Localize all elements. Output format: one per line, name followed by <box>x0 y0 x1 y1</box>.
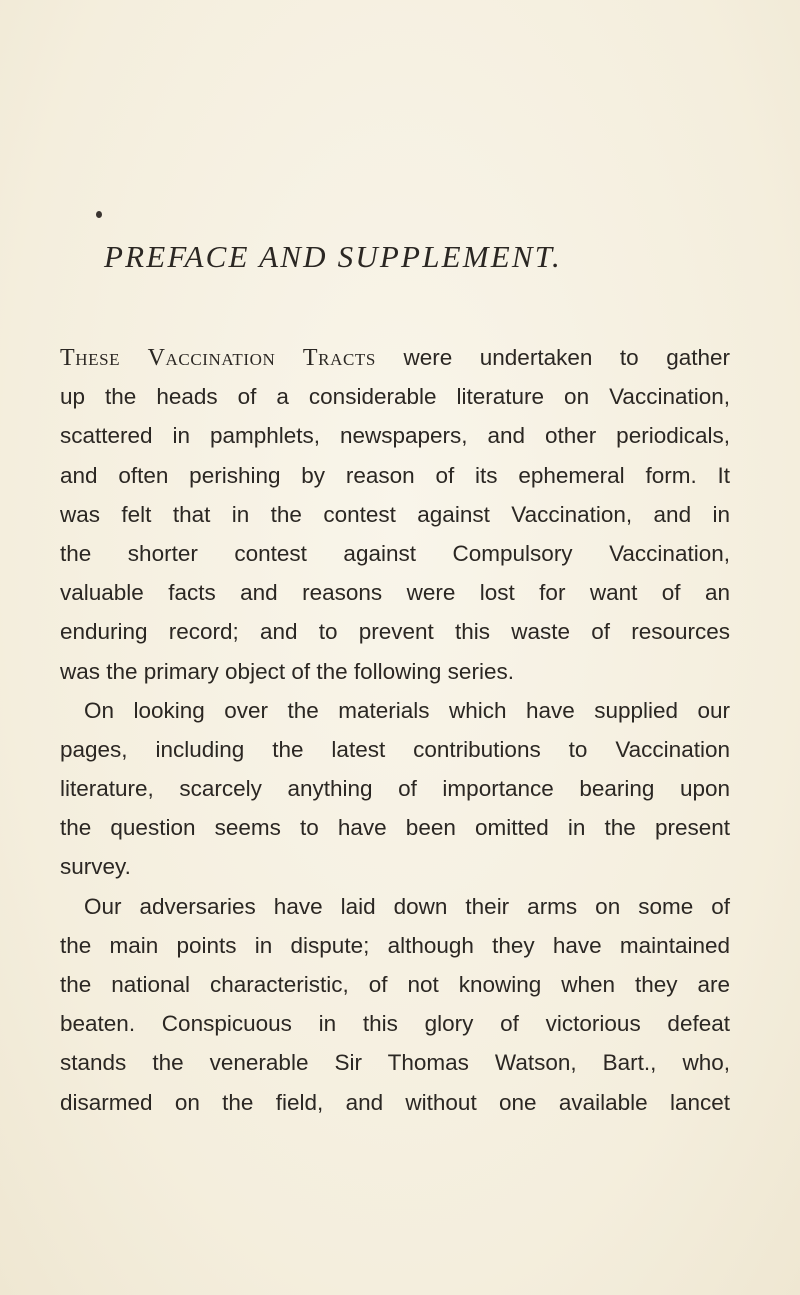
text-line: was felt that in the contest against Vaccination, and in <box>60 501 730 527</box>
text-line: pages, including the latest contributions to Vaccination <box>60 736 730 762</box>
text-line: enduring record; and to prevent this waste of resources <box>60 619 730 645</box>
text-line: the question seems to have been omitted in the present <box>60 815 730 841</box>
text-line: up the heads of a considerable literature on Vaccination, <box>60 384 730 410</box>
paragraph-first-line: Our adversaries have laid down their arms on some of <box>84 893 730 919</box>
paragraph-first-line: On looking over the materials which have supplied our <box>84 697 730 723</box>
opening-small-caps: These Vaccination Tracts <box>60 345 376 371</box>
text-line: was the primary object of the following series. <box>60 658 514 684</box>
text-line: stands the venerable Sir Thomas Watson, Bart., who, <box>60 1050 730 1076</box>
text-line: and often perishing by reason of its ephemeral form. It <box>60 462 730 488</box>
ink-speck <box>96 211 102 218</box>
page-title: PREFACE AND SUPPLEMENT. <box>104 239 562 274</box>
text-line <box>60 338 730 377</box>
preface-text <box>60 338 730 1122</box>
text-line: scattered in pamphlets, newspapers, and other periodicals, <box>60 423 730 449</box>
text-line: survey. <box>60 854 131 880</box>
text-line-fragment: were undertaken to gather <box>375 345 730 370</box>
text-line: disarmed on the field, and without one available lancet <box>60 1089 730 1115</box>
text-line: the main points in dispute; although they have maintained <box>60 932 730 958</box>
text-line: the national characteristic, of not knowing when they are <box>60 972 730 997</box>
text-line: the shorter contest against Compulsory Vaccination, <box>60 540 730 566</box>
text-line: beaten. Conspicuous in this glory of victorious defeat <box>60 1011 730 1037</box>
text-line: valuable facts and reasons were lost for want of an <box>60 580 730 606</box>
text-line: literature, scarcely anything of importance bearing upon <box>60 776 730 802</box>
